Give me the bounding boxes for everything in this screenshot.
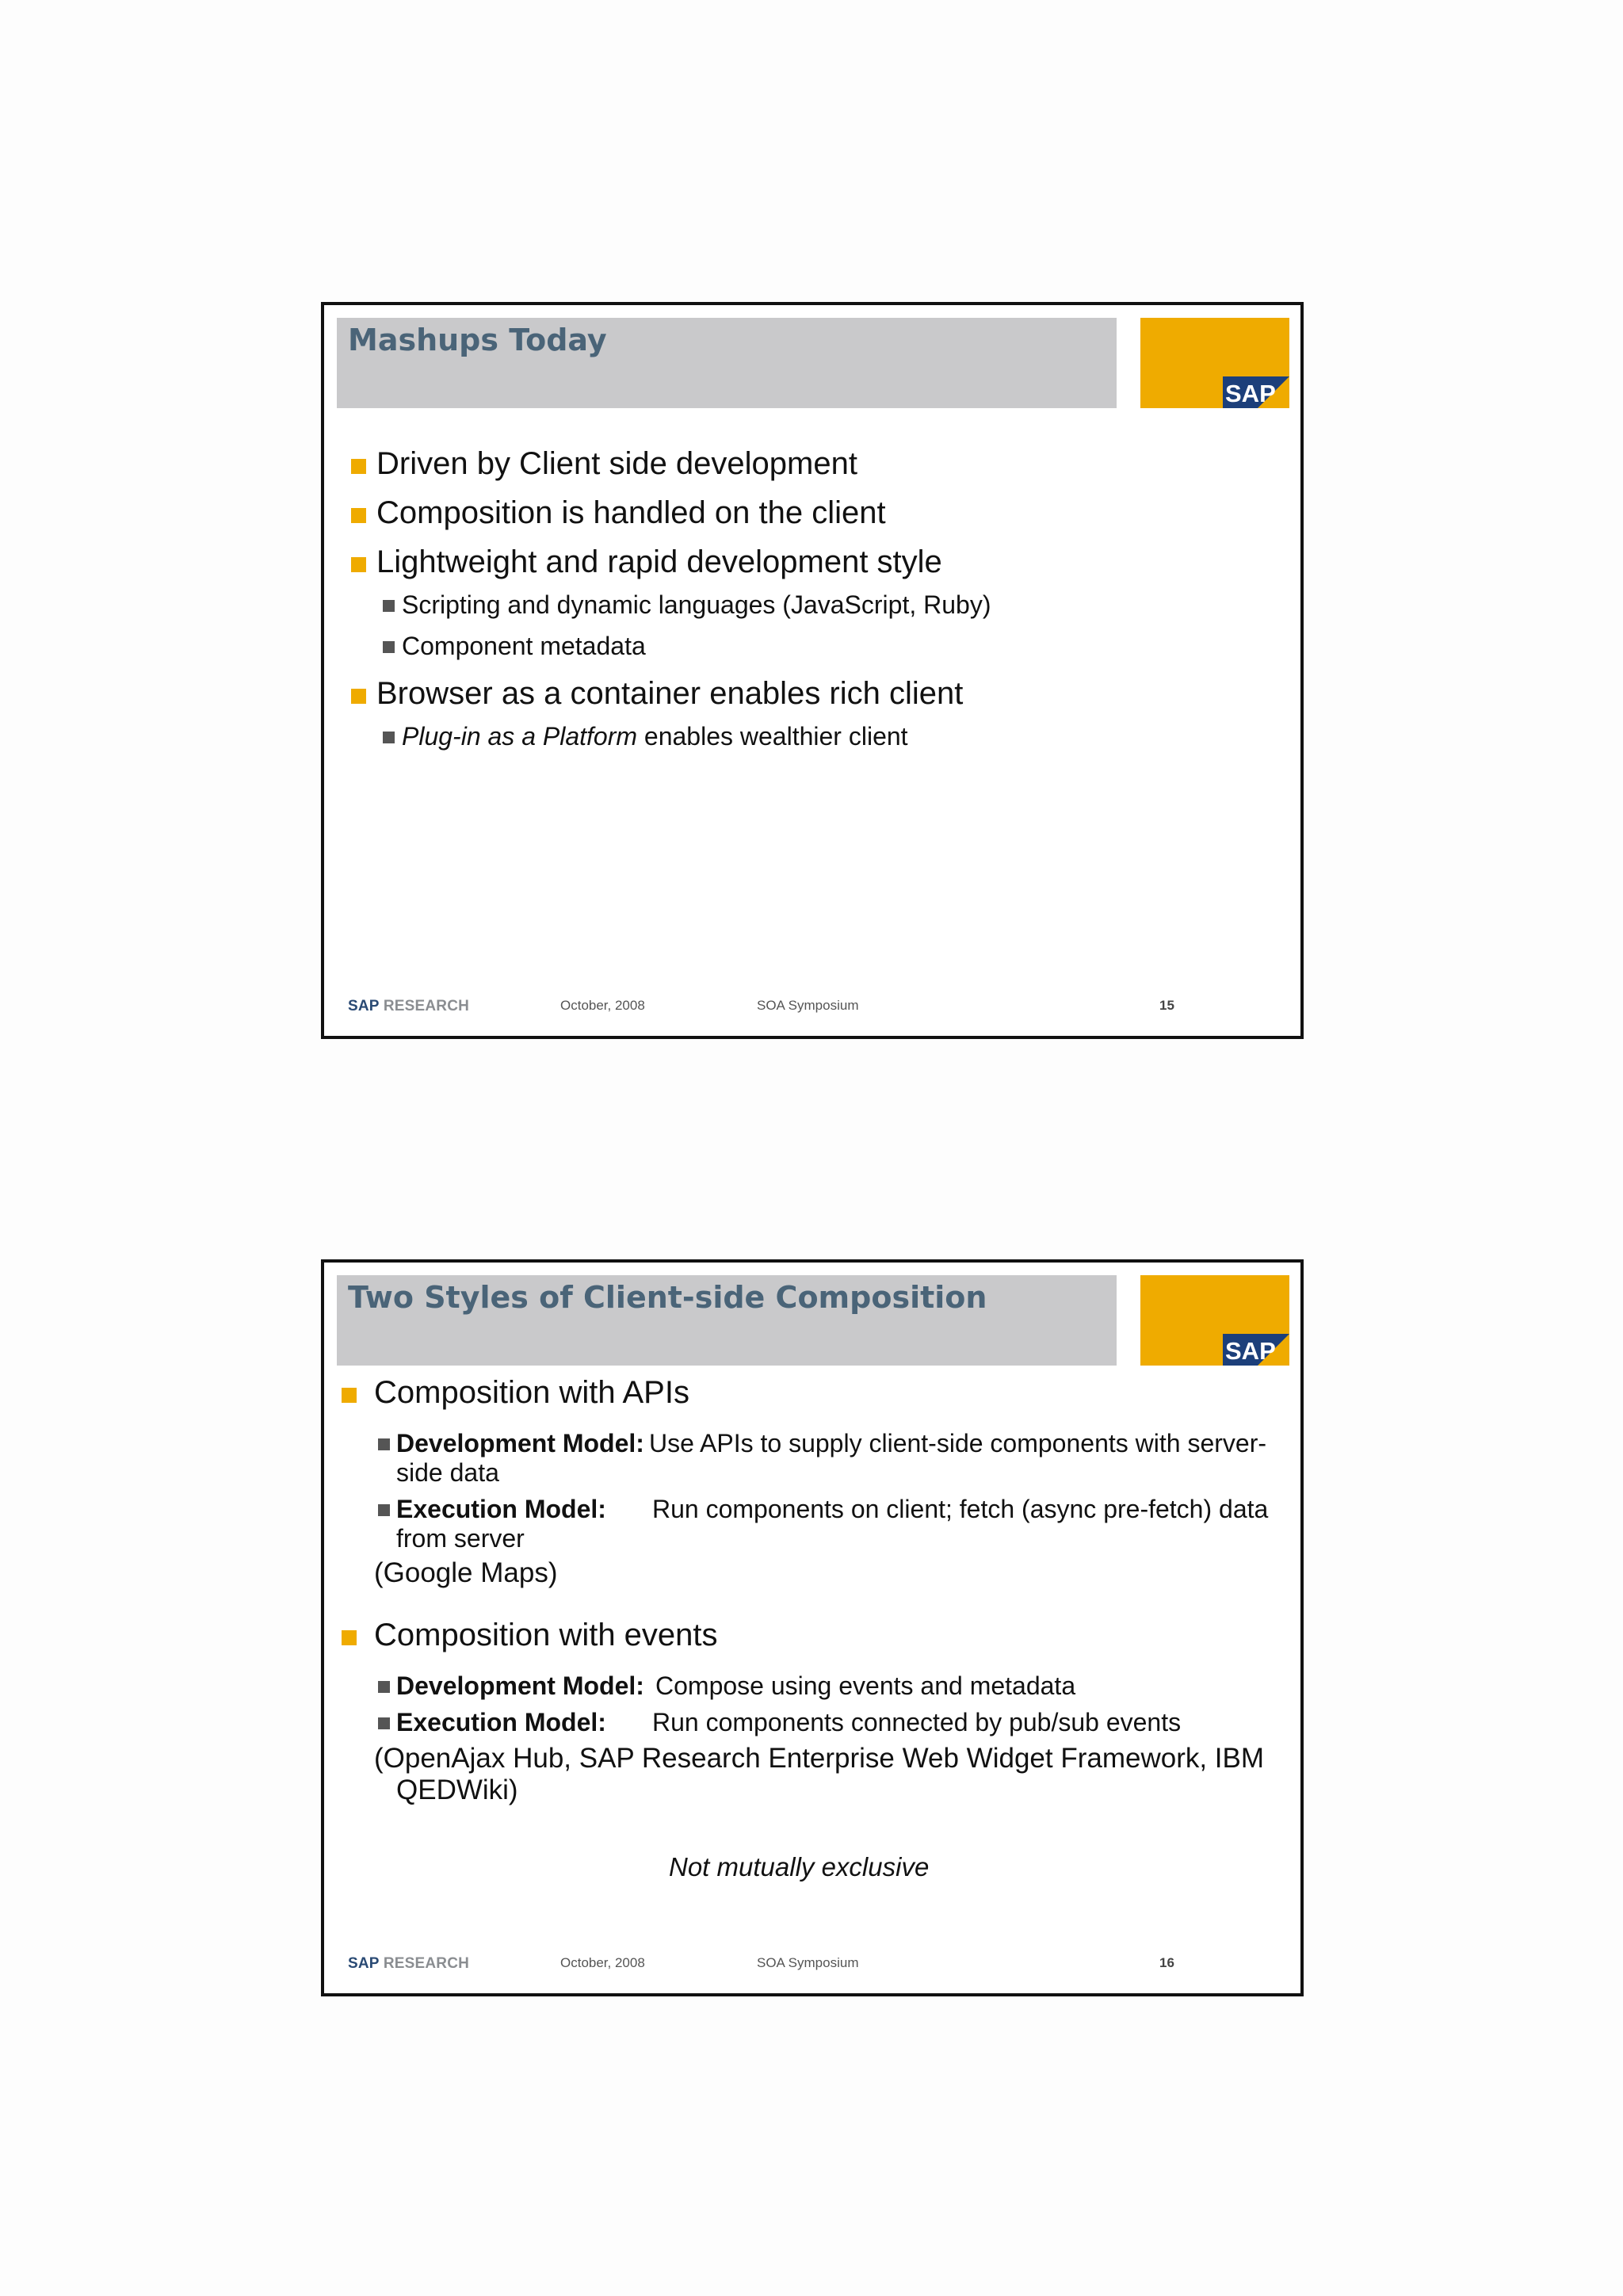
sub-bullet-text (402, 722, 908, 751)
italic-phrase: Plug-in as a Platform (402, 722, 638, 751)
bullet-icon (351, 459, 366, 474)
footer-brand-sap: SAP (348, 1955, 380, 1972)
sap-logo-icon (1223, 376, 1289, 408)
model-label: Execution Model: (396, 1495, 606, 1523)
conclusion-text: Not mutually exclusive (669, 1852, 930, 1881)
footer-event: SOA Symposium (757, 1955, 859, 1970)
bullet-icon (351, 508, 366, 523)
model-text-continued: side data (396, 1458, 499, 1487)
slide-16 (321, 1259, 1304, 1996)
title-bar (337, 318, 1117, 408)
bullet-text: Browser as a container enables rich client (376, 676, 964, 711)
model-text: Compose using events and metadata (655, 1671, 1076, 1700)
bullet-text: Driven by Client side development (376, 446, 857, 481)
slide-title: Mashups Today (348, 323, 607, 357)
sap-logo (1223, 376, 1289, 408)
sub-bullet-icon (378, 1681, 390, 1693)
sub-bullet-icon (378, 1717, 390, 1729)
sap-logo-panel (1140, 318, 1289, 408)
footer-event: SOA Symposium (757, 998, 859, 1013)
model-label: Execution Model: (396, 1708, 606, 1736)
sub-bullet-rest: enables wealthier client (637, 722, 908, 751)
sub-bullet-text: Scripting and dynamic languages (JavaScript, Ruby) (402, 590, 991, 619)
sap-logo-panel (1140, 1275, 1289, 1366)
footer-brand-research: RESEARCH (383, 998, 470, 1014)
sap-logo-text: SAP (1225, 1337, 1276, 1365)
example-note: (OpenAjax Hub, SAP Research Enterprise Web Widget Framework, IBM (374, 1743, 1265, 1774)
sub-bullet-icon (383, 732, 395, 743)
footer-date: October, 2008 (560, 1955, 645, 1970)
section-heading: Composition with events (374, 1618, 718, 1652)
bullet-icon (351, 689, 366, 704)
slide-title: Two Styles of Client-side Composition (348, 1280, 987, 1315)
sub-bullet-icon (383, 641, 395, 653)
sub-bullet-icon (378, 1438, 390, 1450)
example-note-continued: QEDWiki) (396, 1775, 518, 1805)
model-text: Run components on client; fetch (async pre-fetch) data (652, 1495, 1269, 1523)
example-note: (Google Maps) (374, 1557, 558, 1588)
sap-logo (1223, 1334, 1289, 1366)
model-label: Development Model: (396, 1429, 644, 1457)
footer-brand-sap: SAP (348, 998, 380, 1014)
sub-bullet-icon (378, 1504, 390, 1516)
slide-15 (321, 302, 1304, 1039)
section-heading: Composition with APIs (374, 1375, 689, 1410)
footer-brand (348, 998, 469, 1015)
model-text: Run components connected by pub/sub events (652, 1708, 1182, 1736)
model-label: Development Model: (396, 1671, 644, 1700)
footer-brand-research: RESEARCH (383, 1955, 470, 1972)
sap-logo-icon (1223, 1334, 1289, 1366)
bullet-icon (351, 557, 366, 572)
page-number: 15 (1159, 998, 1174, 1013)
sub-bullet-text: Component metadata (402, 632, 646, 660)
model-text-continued: from server (396, 1524, 525, 1553)
title-bar (337, 1275, 1117, 1366)
page-number: 16 (1159, 1955, 1174, 1970)
footer-brand (348, 1955, 469, 1973)
model-text: Use APIs to supply client-side components with server- (649, 1429, 1266, 1457)
sub-bullet-icon (383, 600, 395, 612)
sap-logo-text: SAP (1225, 380, 1276, 407)
bullet-icon (342, 1630, 357, 1645)
bullet-text: Lightweight and rapid development style (376, 544, 942, 579)
bullet-text: Composition is handled on the client (376, 495, 886, 530)
footer-date: October, 2008 (560, 998, 645, 1013)
bullet-icon (342, 1388, 357, 1403)
